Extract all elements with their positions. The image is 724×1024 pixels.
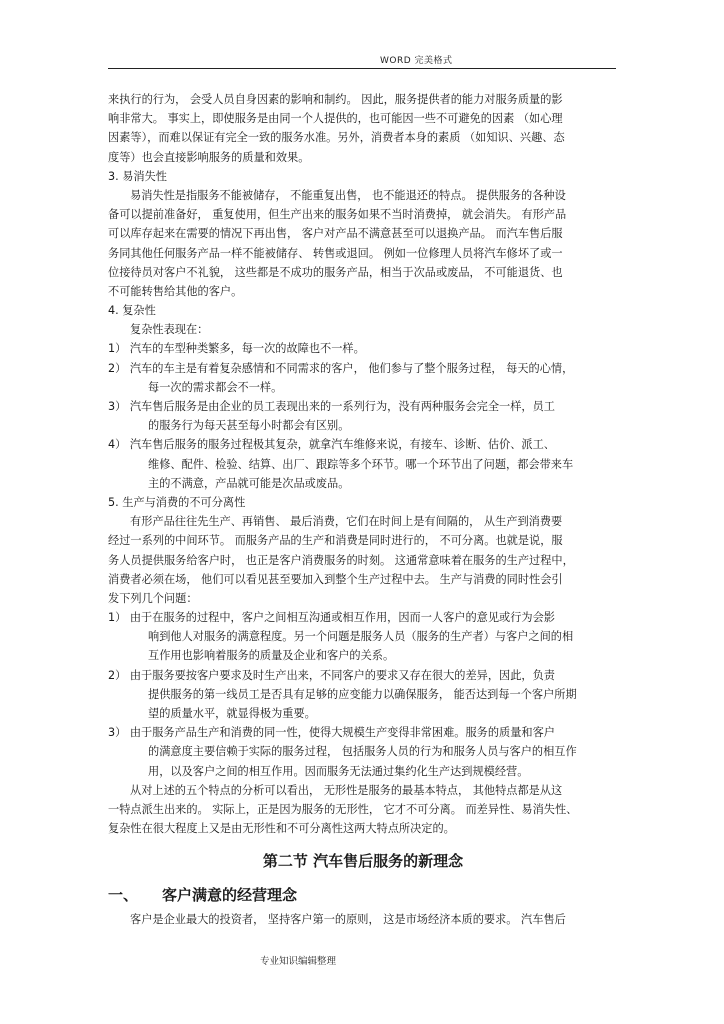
text-line: 从对上述的五个特点的分析可以看出， 无形性是服务的最基本特点， 其他特点都是从这 — [130, 783, 563, 797]
heading-text: 客户满意的经营理念 — [162, 886, 298, 905]
text-line: 备可以提前准备好， 重复使用，但生产出来的服务如果不当时消费掉， 就会消失。 有形产品 — [108, 208, 567, 222]
text-line: 2） 由于服务要按客户要求及时生产出来，不同客户的要求又存在很大的差异，因此，负责 — [108, 668, 555, 682]
text-line: 每一次的需求都会不一样。 — [148, 380, 283, 394]
text-line: 度等）也会直接影响服务的质量和效果。 — [108, 150, 310, 164]
text-line: 互作用也影响着服务的质量及企业和客户的关系。 — [148, 649, 395, 663]
text-line: 提供服务的第一线员工是否具有足够的应变能力以确保服务， 能否达到每一个客户所期 — [148, 687, 577, 701]
text-line: 2） 汽车的车主是有着复杂感情和不同需求的客户， 他们参与了整个服务过程， 每天的心情， — [108, 361, 574, 375]
text-line: 发下列几个问题： — [108, 591, 198, 605]
header-rule — [108, 68, 616, 69]
page-header: WORD 完美格式 — [380, 56, 453, 66]
text-line: 可以库存起来在需要的情况下再出售， 客户对产品不满意甚至可以退换产品。 而汽车售后服 — [108, 227, 563, 241]
text-line: 1） 汽车的车型种类繁多，每一次的故障也不一样。 — [108, 342, 365, 356]
text-line: 3） 汽车售后服务是由企业的员工表现出来的一系列行为，没有两种服务会完全一样，员工 — [108, 400, 555, 413]
heading-1 — [108, 880, 618, 910]
text-line: 位接待员对客户不礼貌， 这些都是不成功的服务产品，相当于次品或废品， 不可能退货、也 — [108, 265, 563, 279]
text-line: 响到他人对服务的满意程度。另一个问题是服务人员（服务的生产者）与客户之间的相 — [148, 630, 574, 644]
text-line: 3） 由于服务产品生产和消费的同一性，使得大规模生产变得非常困难。服务的质量和客户 — [108, 726, 555, 740]
text-line: 来执行的行为， 会受人员自身因素的影响和制约。 因此，服务提供者的能力对服务质量的影 — [108, 93, 563, 106]
text-line: 5. 生产与消费的不可分离性 — [108, 495, 246, 509]
text-line: 4. 复杂性 — [108, 304, 156, 318]
text-line: 响非常大。 事实上，即使服务是由同一个人提供的，也可能因一些不可避免的因素 （如心理 — [108, 112, 563, 126]
page-footer: 专业知识编辑整理 — [260, 956, 337, 967]
text-line: 因素等），而难以保证有完全一致的服务水准。另外，消费者本身的素质 （如知识、兴趣、态 — [108, 131, 565, 145]
text-line: 维修、配件、检验、结算、出厂、跟踪等多个环节。哪一个环节出了问题，都会带来车 — [148, 457, 574, 471]
section-title: 第二节 汽车售后服务的新理念 — [262, 852, 464, 871]
text-line: 消费者必须在场， 他们可以看见甚至要加入到整个生产过程中去。 生产与消费的同时性会引 — [108, 572, 563, 586]
text-line: 的服务行为每天甚至每小时都会有区别。 — [148, 419, 350, 433]
text-line: 1） 由于在服务的过程中，客户之间相互沟通或相互作用，因而一人客户的意见或行为会影 — [108, 611, 555, 625]
body-paragraphs — [108, 90, 618, 838]
text-line: 3. 易消失性 — [108, 169, 167, 183]
last-body-line: 客户是企业最大的投资者， 坚持客户第一的原则， 这是市场经济本质的要求。 汽车售后 — [130, 913, 566, 927]
text-line: 4） 汽车售后服务的服务过程极其复杂，就拿汽车维修来说，有接车、诊断、估价、派工、 — [108, 438, 555, 452]
text-line: 复杂性表现在： — [130, 323, 209, 337]
heading-number: 一、 — [108, 886, 139, 905]
text-line: 不可能转售给其他的客户。 — [108, 284, 243, 298]
text-line: 务同其他任何服务产品一样不能被储存、 转售或退回。 例如一位修理人员将汽车修坏了或一 — [108, 246, 563, 260]
text-line: 经过一系列的中间环节。 而服务产品的生产和消费是同时进行的， 不可分离。也就是说，服 — [108, 534, 563, 548]
text-line: 复杂性在很大程度上又是由无形性和不可分离性这两大特点所决定的。 — [108, 822, 455, 836]
text-line: 的满意度主要信赖于实际的服务过程， 包括服务人员的行为和服务人员与客户的相互作 — [148, 745, 577, 759]
text-line: 望的质量水平，就显得极为重要。 — [148, 707, 316, 720]
document-body — [108, 90, 618, 930]
text-line: 用，以及客户之间的相互作用。因而服务无法通过集约化生产达到规模经营。 — [148, 764, 529, 778]
text-line: 有形产品往往先生产、再销售、 最后消费，它们在时间上是有间隔的， 从生产到消费要 — [130, 515, 563, 529]
text-line: 易消失性是指服务不能被储存， 不能重复出售， 也不能退还的特点。 提供服务的各种设 — [130, 188, 566, 202]
text-line: 一特点派生出来的。 实际上，正是因为服务的无形性， 它才不可分离。 而差异性、易消失性、 — [108, 802, 578, 816]
text-line: 主的不满意，产品就可能是次品或废品。 — [148, 476, 350, 490]
text-line: 务人员提供服务给客户时， 也正是客户消费服务的时刻。 这通常意味着在服务的生产过程中， — [108, 553, 574, 567]
